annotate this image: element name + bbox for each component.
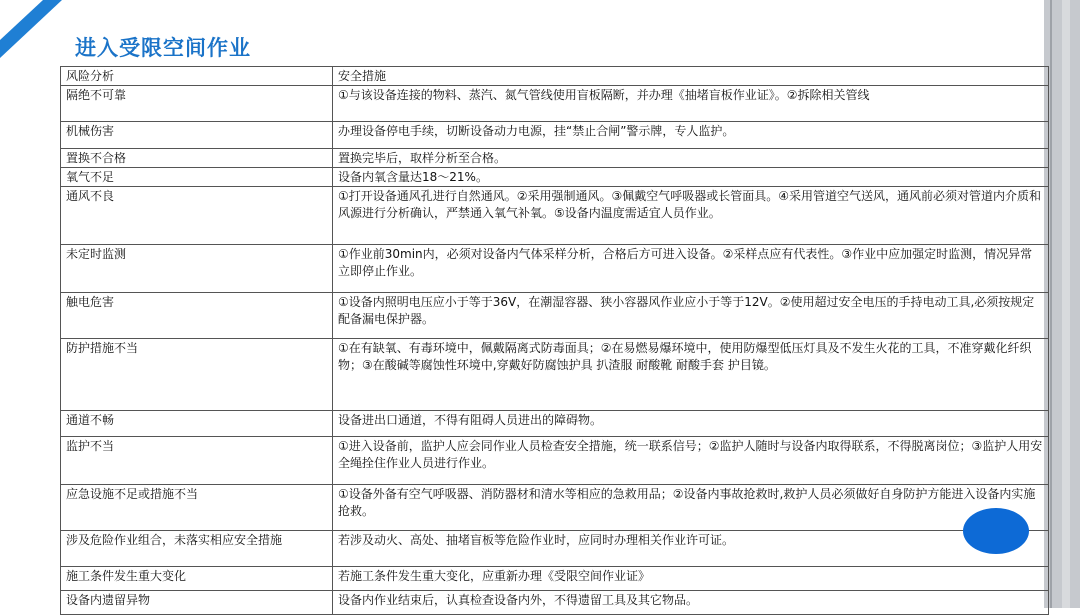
- right-edge-line: [1050, 0, 1052, 608]
- measure-cell: 若施工条件发生重大变化，应重新办理《受限空间作业证》: [333, 567, 1049, 591]
- table-row: [61, 245, 1049, 293]
- table-row: [61, 591, 1049, 615]
- risk-measures-table: [60, 66, 1049, 615]
- measure-cell: 设备进出口通道，不得有阻碍人员进出的障碍物。: [333, 411, 1049, 437]
- measure-cell: ①与该设备连接的物料、蒸汽、氮气管线使用盲板隔断，并办理《抽堵盲板作业证》。②拆除相关管线: [333, 86, 1049, 122]
- risk-cell: 通风不良: [61, 187, 333, 245]
- table-row: [61, 437, 1049, 485]
- measure-cell: ①在有缺氧、有毒环境中，佩戴隔离式防毒面具；②在易燃易爆环境中，使用防爆型低压灯具及不发生火花的工具，不准穿戴化纤织物；③在酸碱等腐蚀性环境中,穿戴好防腐蚀护具 扒渣服 耐酸靴 耐酸手套 护目镜。: [333, 339, 1049, 411]
- table-row: [61, 339, 1049, 411]
- table-row: [61, 122, 1049, 149]
- risk-cell: 机械伤害: [61, 122, 333, 149]
- table-row: [61, 168, 1049, 187]
- measure-cell: 设备内氧含量达18～21%。: [333, 168, 1049, 187]
- risk-cell: 监护不当: [61, 437, 333, 485]
- header-risk: 风险分析: [61, 67, 333, 86]
- right-edge-highlight: [1062, 0, 1070, 608]
- measure-cell: 置换完毕后，取样分析至合格。: [333, 149, 1049, 168]
- page-title: 进入受限空间作业: [75, 36, 251, 60]
- table-row: [61, 187, 1049, 245]
- measure-cell: 若涉及动火、高处、抽堵盲板等危险作业时，应同时办理相关作业许可证。: [333, 531, 1049, 567]
- risk-cell: 置换不合格: [61, 149, 333, 168]
- measure-cell: ①进入设备前，监护人应会同作业人员检查安全措施，统一联系信号；②监护人随时与设备内取得联系，不得脱离岗位；③监护人用安全绳拴住作业人员进行作业。: [333, 437, 1049, 485]
- measure-cell: 设备内作业结束后，认真检查设备内外，不得遗留工具及其它物品。: [333, 591, 1049, 615]
- header-measure: 安全措施: [333, 67, 1049, 86]
- risk-cell: 通道不畅: [61, 411, 333, 437]
- risk-cell: 应急设施不足或措施不当: [61, 485, 333, 531]
- risk-cell: 未定时监测: [61, 245, 333, 293]
- measure-cell: 办理设备停电手续，切断设备动力电源，挂“禁止合闸”警示牌，专人监护。: [333, 122, 1049, 149]
- risk-cell: 涉及危险作业组合，未落实相应安全措施: [61, 531, 333, 567]
- risk-cell: 设备内遗留异物: [61, 591, 333, 615]
- table-row: [61, 485, 1049, 531]
- risk-cell: 触电危害: [61, 293, 333, 339]
- risk-cell: 氧气不足: [61, 168, 333, 187]
- table-row: [61, 567, 1049, 591]
- blue-oval-decoration: [963, 508, 1029, 554]
- table-row: [61, 149, 1049, 168]
- measure-cell: ①设备内照明电压应小于等于36V，在潮湿容器、狭小容器风作业应小于等于12V。②使用超过安全电压的手持电动工具,必须按规定配备漏电保护器。: [333, 293, 1049, 339]
- measure-cell: ①作业前30min内，必须对设备内气体采样分析，合格后方可进入设备。②采样点应有代表性。③作业中应加强定时监测，情况异常立即停止作业。: [333, 245, 1049, 293]
- table-row: [61, 293, 1049, 339]
- measure-cell: ①打开设备通风孔进行自然通风。②采用强制通风。③佩戴空气呼吸器或长管面具。④采用管道空气送风，通风前必须对管道内介质和风源进行分析确认，严禁通入氧气补氧。⑤设备内温度需适宜人员作业。: [333, 187, 1049, 245]
- table-row: [61, 86, 1049, 122]
- risk-cell: 防护措施不当: [61, 339, 333, 411]
- table-row: [61, 531, 1049, 567]
- risk-cell: 隔绝不可靠: [61, 86, 333, 122]
- corner-decoration-inner: [0, 0, 43, 40]
- measure-cell: ①设备外备有空气呼吸器、消防器材和清水等相应的急救用品；②设备内事故抢救时,救护人员必须做好自身防护方能进入设备内实施抢救。: [333, 485, 1049, 531]
- table-header-row: [61, 67, 1049, 86]
- table-row: [61, 411, 1049, 437]
- risk-cell: 施工条件发生重大变化: [61, 567, 333, 591]
